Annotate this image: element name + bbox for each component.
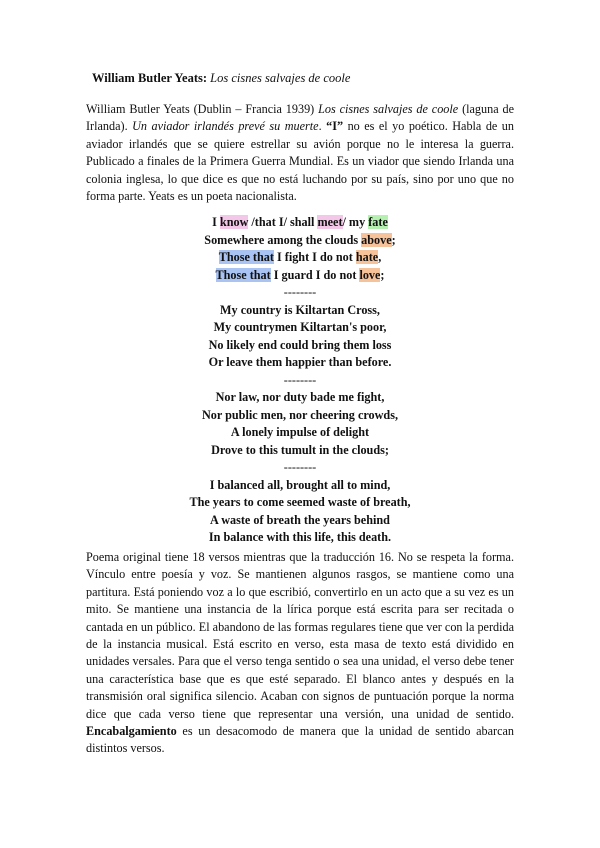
analysis-paragraph: [86, 549, 514, 758]
intro-i-quote: “I”: [326, 119, 344, 134]
highlight-those-that-1: Those that: [218, 250, 274, 264]
highlight-love: love: [359, 267, 381, 282]
title-author: William Butler Yeats:: [92, 71, 208, 85]
poem-line-7: No likely end could bring them loss: [208, 337, 392, 352]
intro-paragraph: [86, 101, 514, 205]
intro-text-2: (laguna de Irlanda).: [86, 102, 514, 134]
encabalgamiento-term: Encabalgamiento: [86, 724, 177, 739]
stanza-separator: --------: [283, 460, 317, 474]
poem-line-14: The years to come seemed waste of breath,: [189, 495, 411, 509]
document-title: [92, 70, 350, 86]
poem-line-15: A waste of breath the years behind: [210, 512, 390, 527]
highlight-fate: fate: [368, 215, 388, 229]
poem-line-12: Drove to this tumult in the clouds;: [211, 442, 389, 457]
analysis-text-2: es un desacomodo de manera que la unidad de sentido abarcan distintos versos.: [86, 724, 514, 756]
poem-line-10: Nor public men, nor cheering crowds,: [201, 407, 399, 422]
poem-line-16: In balance with this life, this death.: [208, 530, 392, 544]
poem-line-11: A lonely impulse of delight: [230, 425, 370, 439]
highlight-know: know: [219, 215, 249, 229]
poem-line-2: Somewhere among the clouds above;: [204, 232, 396, 247]
poem-line-1: I know /that I/ shall meet/ my fate: [212, 215, 388, 229]
poem-line-3: Those that I fight I do not hate,: [218, 250, 382, 264]
poem-line-5: My country is Kiltartan Cross,: [220, 302, 380, 317]
poem-block: [86, 214, 514, 547]
poem-line-4: Those that I guard I do not love;: [215, 267, 385, 282]
highlight-hate: hate: [355, 250, 379, 264]
highlight-meet: meet: [317, 215, 343, 229]
title-work: Los cisnes salvajes de coole: [210, 71, 351, 85]
intro-work-title: Los cisnes salvajes de coole: [318, 102, 459, 116]
intro-text-1: William Butler Yeats (Dublin – Francia 1939): [86, 102, 319, 116]
intro-text-3: .: [318, 119, 327, 134]
poem-line-6: My countrymen Kiltartan's poor,: [213, 320, 387, 334]
intro-text-4: no es el yo poético. Habla de un aviador irlandés que se quiere estrellar su avión porque no le interesa la guerra. Publicado a finales de la Primera Guerra Mundial. Es un viador que siendo Irlanda una colonia inglesa, lo que dice es que no está luchando por su país, sino por uno que no forma parte. Yeats es un poeta nacionalista.: [86, 119, 514, 204]
poem-line-9: Nor law, nor duty bade me fight,: [215, 390, 385, 404]
stanza-separator: --------: [283, 285, 317, 299]
poem-line-13: I balanced all, brought all to mind,: [209, 477, 391, 492]
poem-line-8: Or leave them happier than before.: [208, 355, 392, 369]
stanza-separator: --------: [283, 372, 317, 387]
highlight-above: above: [361, 232, 392, 247]
highlight-those-that-2: Those that: [215, 267, 271, 282]
intro-poem-title: Un aviador irlandés prevé su muerte: [132, 119, 319, 134]
analysis-text-1: Poema original tiene 18 versos mientras que la traducción 16. No se respeta la forma. Vínculo entre poesía y voz. Se mantienen algunos rasgos, se mantiene como una partitura. Está poniendo voz a lo que escribió, convertirlo en un acto que a su vez es un mito. Se mantiene una instancia de la lírica porque está escrita para ser recitada o cantada en un público. El abandono de las formas regulares tiene que ver con la perdida de la instancia musical. Está escrito en verso, esta masa de texto está dividido en unidades versales. Para que el verso tenga sentido o sea una unidad, el verso debe tener una característica base que es que esté separado. El blanco antes y después en la transmisión oral significa silencio. Acaban con signos de puntuación porque la norma dice que cada verso tiene que representar una versión, una unidad de sentido.: [86, 550, 514, 721]
